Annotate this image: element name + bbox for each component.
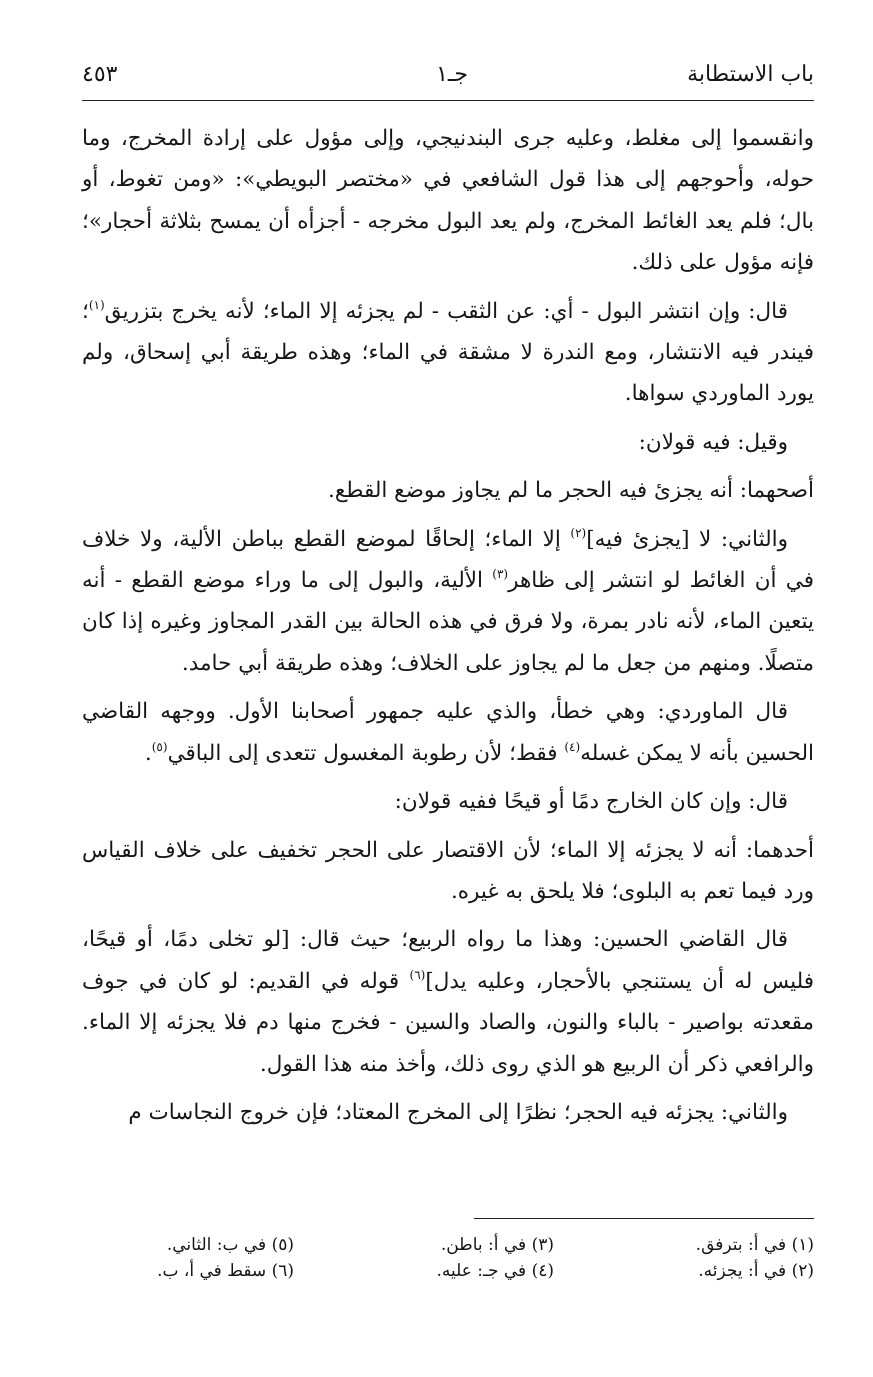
footnote-3: (٣) في أ: باطن. [440,1235,554,1255]
footnote-column-2 [314,1232,554,1284]
paragraph-5-text-b: إلا الماء؛ إلحاقًا لموضع القطع بباطن الألية، ولا خلاف في أن الغائط لو انتشر إلى ظاهر [82,526,815,594]
footnote-divider [474,1218,814,1219]
paragraph-7: قال: وإن كان الخارج دمًا أو قيحًا ففيه قولان: [394,789,788,815]
header-divider [82,100,814,101]
main-text [82,118,814,1140]
paragraph-6-text-a: قال الماوردي: وهي خطأ، والذي عليه جمهور أصحابنا الأول. ووجهه القاضي الحسين بأنه لا يمكن غسله [82,699,814,766]
paragraph-4: أصحهما: أنه يجزئ فيه الحجر ما لم يجاوز موضع القطع. [328,478,814,504]
footnote-6: (٦) سقط في أ، ب. [157,1261,294,1281]
paragraph-6-text-b: فقط؛ لأن رطوبة المغسول تتعدى إلى الباقي [167,740,565,766]
paragraph-1: وانقسموا إلى مغلط، وعليه جرى البندنيجي، وإلى مؤول على إرادة المخرج، وما حوله، وأحوجهم إلى هذا قول الشافعي في «مختصر البويطي»: «ومن تغوط، أو بال؛ فلم يعد الغائط المخرج، ولم يعد البول مخرجه - أجزأه أن يمسح بثلاثة أحجار»؛ فإنه مؤول على ذلك. [82,126,814,276]
paragraph-9 [82,919,814,1085]
chapter-title: باب الاستطابة [687,62,814,87]
paragraph-2 [82,291,814,415]
paragraph-5-text-c: الألية، والبول إلى ما وراء موضع القطع - أنه يتعين الماء، لأنه نادر بمرة، ولا فرق في هذه الحالة بين القدر المجاوز وغيره إذا كان متصلًا. ومنهم من جعل ما لم يجاوز على الخلاف؛ وهذه طريقة أبي حامد. [82,568,814,676]
paragraph-9-text-a: قال القاضي الحسين: وهذا ما رواه الربيع؛ حيث قال: [لو تخلى دمًا، أو قيحًا، فليس له أن يستنجي بالأحجار، وعليه يدل] [82,927,814,994]
paragraph-6 [82,691,814,774]
paragraph-6-text-c: . [144,740,152,766]
paragraph-5-text-a: والثاني: لا [يجزئ فيه] [586,526,789,552]
footnote-ref-1: (١) [88,297,105,312]
paragraph-5 [82,519,814,685]
footnote-ref-4: (٤) [564,739,581,754]
page-number: ٤٥٣ [82,62,118,87]
paragraph-9-text-b: قوله في القديم: لو كان في جوف مقعدته بواصير - بالباء والنون، والصاد والسين - فخرج منها دم فلا يجزئه إلا الماء. والرافعي ذكر أن الربيع هو الذي روى ذلك، وأخذ منه هذا القول. [82,968,814,1077]
footnote-ref-2: (٢) [570,525,587,540]
footnote-1: (١) في أ: بترفق. [695,1235,814,1255]
footnote-ref-5: (٥) [151,739,168,754]
paragraph-10: والثاني: يجزئه فيه الحجر؛ نظرًا إلى المخرج المعتاد؛ فإن خروج النجاسات م [128,1099,788,1125]
footnote-5: (٥) في ب: الثاني. [166,1235,294,1255]
paragraph-3: وقيل: فيه قولان: [638,429,788,455]
paragraph-2-text-a: قال: وإن انتشر البول - أي: عن الثقب - لم يجزئه إلا الماء؛ لأنه يخرج بتزريق [104,298,788,324]
paragraph-8: أحدهما: أنه لا يجزئه إلا الماء؛ لأن الاقتصار على الحجر تخفيف على خلاف القياس ورد فيما تعم به البلوى؛ فلا يلحق به غيره. [82,837,814,904]
paragraph-2-text-b: ؛ فيندر فيه الانتشار، ومع الندرة لا مشقة في الماء؛ وهذه طريقة أبي إسحاق، ولم يورد الماوردي سواها. [82,298,814,407]
running-header [82,62,814,96]
footnote-column-3 [82,1232,294,1284]
footnote-ref-3: (٣) [492,567,509,582]
footnote-2: (٢) في أ: يجزئه. [698,1261,814,1281]
volume-label: جـ١ [436,62,468,87]
footnote-column-1 [574,1232,814,1284]
footnotes [82,1232,814,1292]
footnote-4: (٤) في جـ: عليه. [436,1261,554,1281]
footnote-ref-6: (٦) [409,967,426,982]
